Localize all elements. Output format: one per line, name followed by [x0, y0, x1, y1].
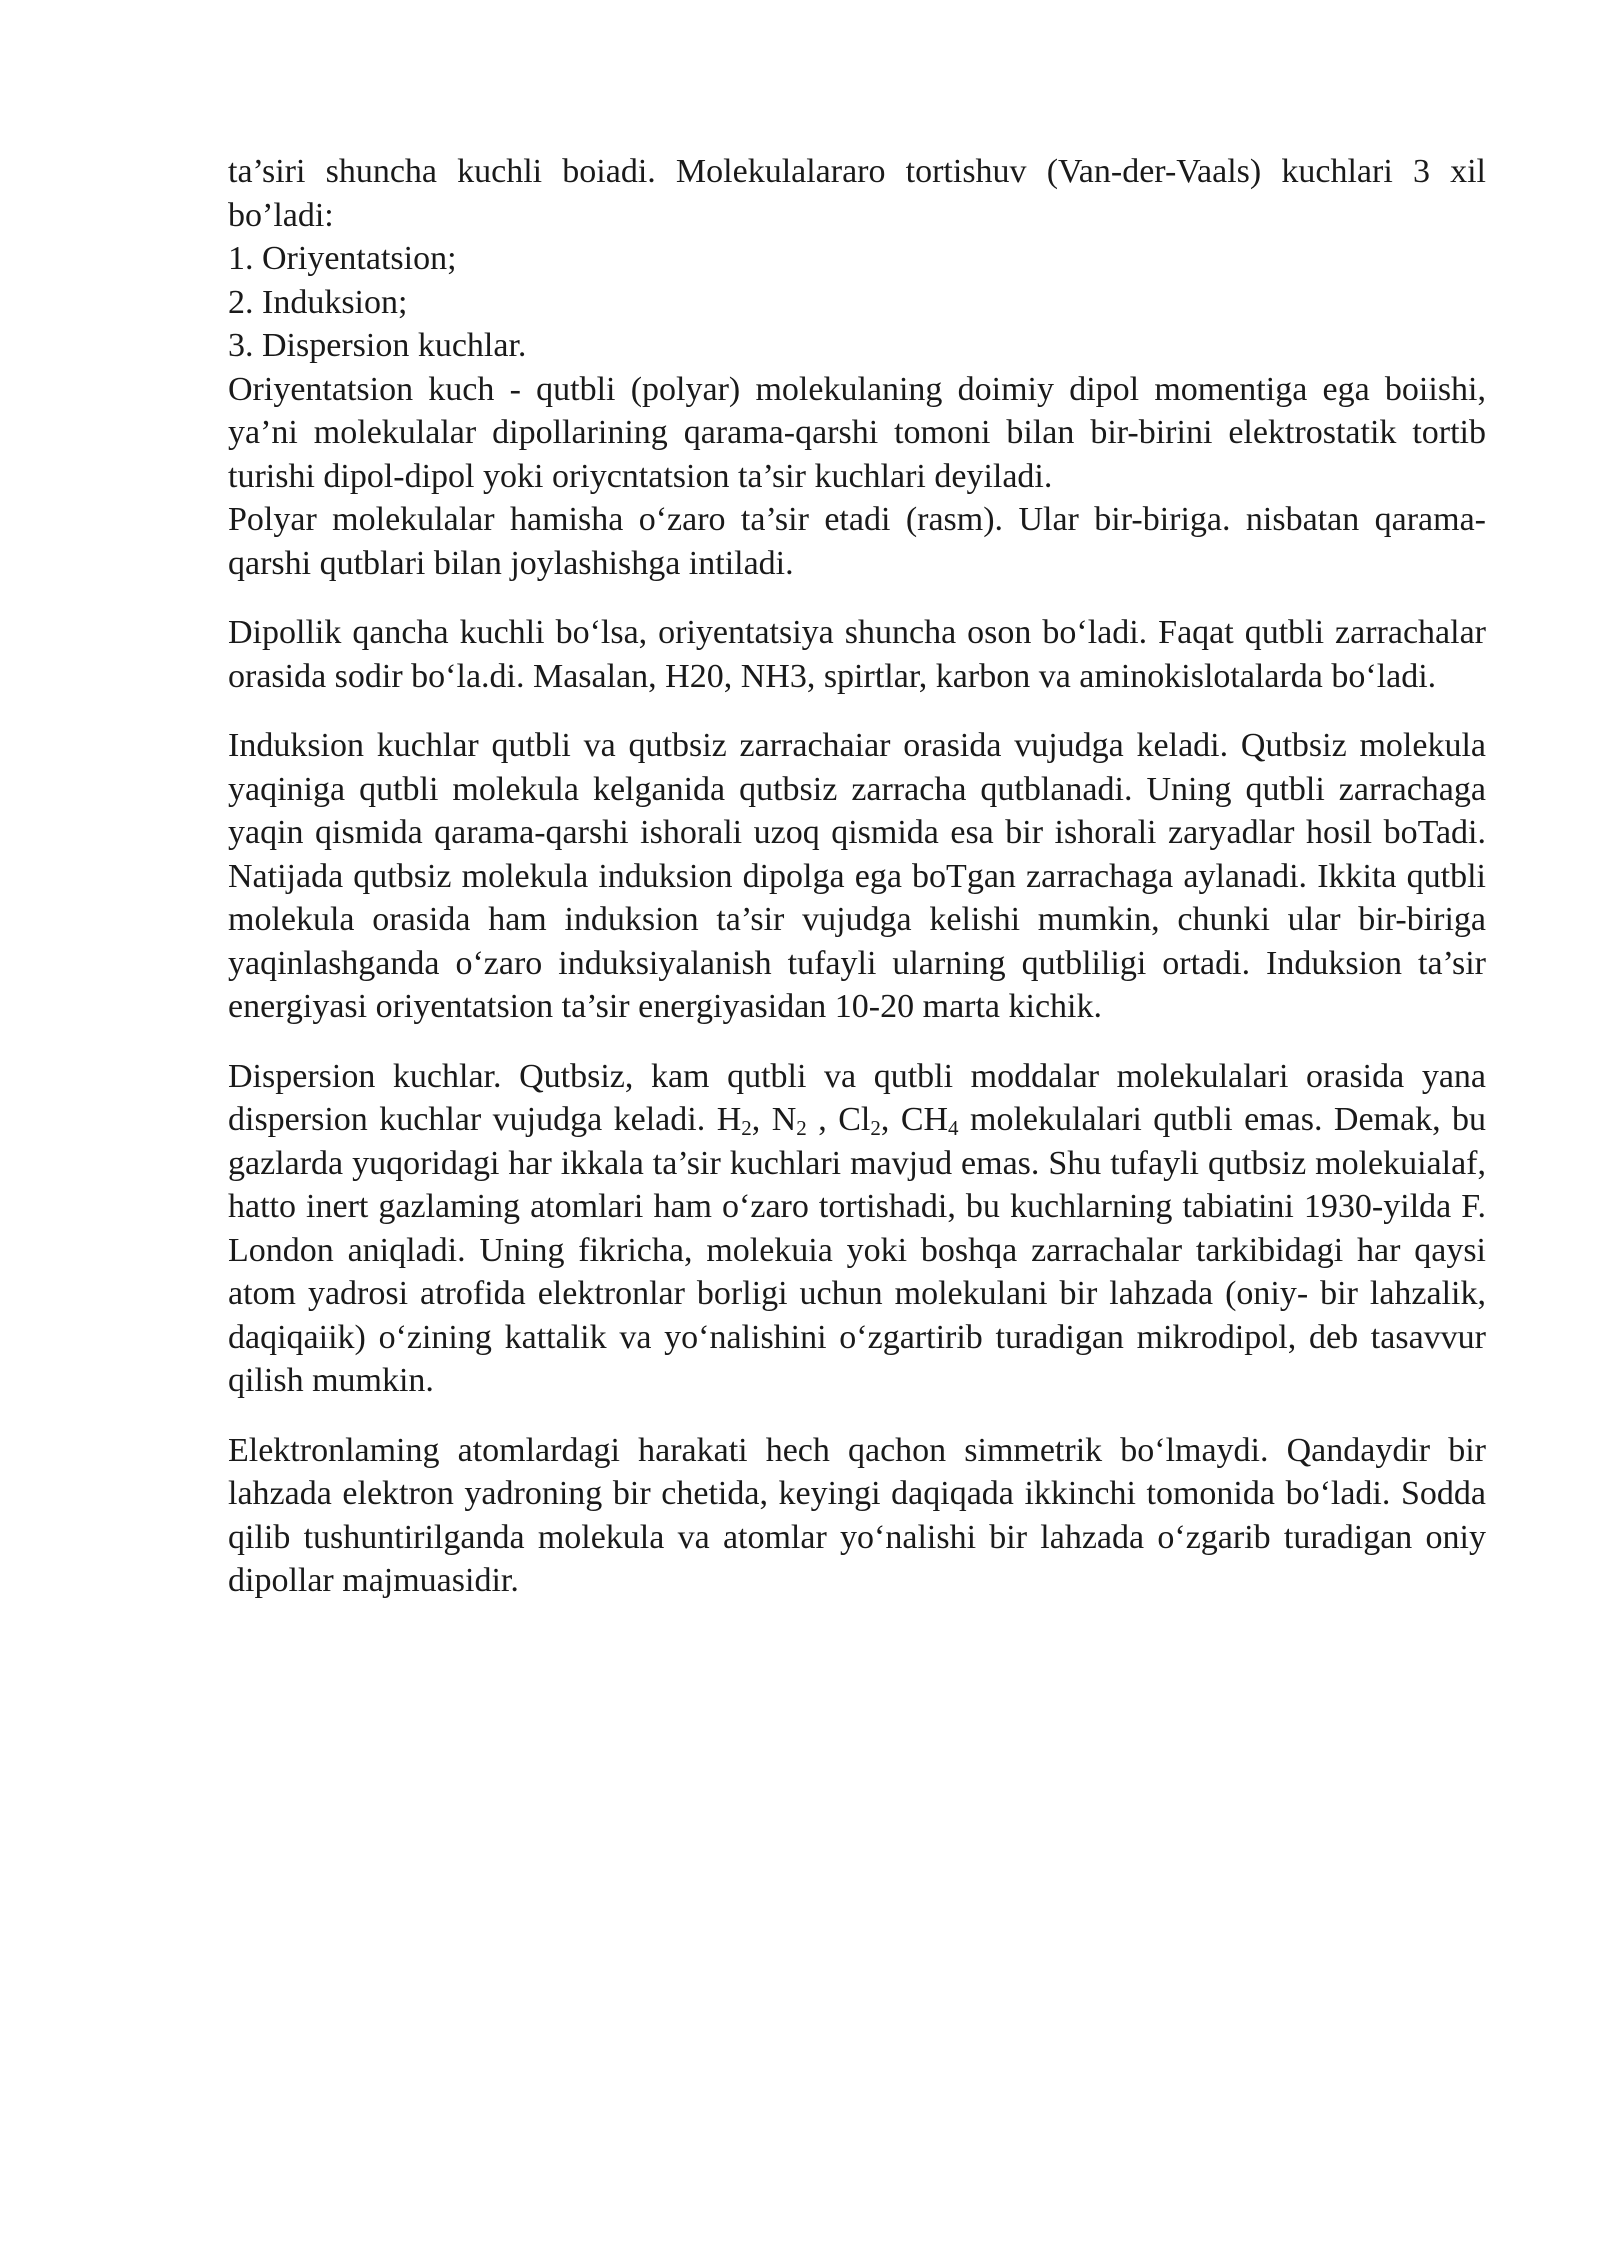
document-page	[228, 150, 1486, 1603]
formula-n2: $N_2$	[771, 1101, 807, 1140]
dispersion-lead: Dispersion kuchlar. Qutbsiz, kam qutbli va qutbli moddalar molekulalari orasida yana dispersion kuchlar vujudga keladi.	[228, 1057, 1486, 1138]
formula-h2: $H_2$	[716, 1101, 752, 1140]
dispersion-tail: molekulalari qutbli emas. Demak, bu gazlarda yuqoridagi har ikkala ta’sir kuchlari mavjud emas. Shu tufayli qutbsiz molekuialaf, hatto inert gazlaming atomlari ham o‘zaro tortishadi, bu kuchlarning tabiatini 1930-yilda F. London aniqladi. Uning fikricha, molekuia yoki boshqa zarrachalar tarkibidagi har qaysi atom yadrosi atrofida elektronlar borligi uchun molekulani bir lahzada (oniy- bir lahzalik, daqiqaiik) o‘zining kattalik va yo‘nalishini o‘zgartirib turadigan mikrodipol, deb tasavvur qilish mumkin.	[228, 1101, 1487, 1399]
dipole-paragraph: Dipollik qancha kuchli bo‘lsa, oriyentatsiya shuncha oson bo‘ladi. Faqat qutbli zarrachalar orasida sodir bo‘la.di. Masalan, H20, NH3, spirtlar, karbon va aminokislotalarda bo‘ladi.	[228, 614, 1486, 695]
list-item-orientation: 1. Oriyentatsion;	[228, 240, 457, 277]
formula-cl2: $Cl_2$	[838, 1101, 881, 1140]
polar-molecules-text: Polyar molekulalar hamisha o‘zaro ta’sir etadi (rasm). Ular bir-biriga. nisbatan qarama-qarshi qutblari bilan joylashishga intiladi.	[228, 501, 1486, 582]
list-item-induction: 2. Induksion;	[228, 283, 408, 321]
dispersion-paragraph: Dispersion kuchlar. Qutbsiz, kam qutbli va qutbli moddalar molekulalari orasida yana dispersion kuchlar vujudga keladi. $H_2$, $N_2$ , $Cl_2$, $CH_4$ molekulalari qutbli emas. Demak, bu gazlarda yuqoridagi har ikkala ta’sir kuchlari mavjud emas. Shu tufayli qutbsiz molekuialaf, hatto inert gazlaming atomlari ham o‘zaro tortishadi, bu kuchlarning tabiatini 1930-yilda F. London aniqladi. Uning fikricha, molekuia yoki boshqa zarrachalar tarkibidagi har qaysi atom yadrosi atrofida elektronlar borligi uchun molekulani bir lahzada (oniy- bir lahzalik, daqiqaiik) o‘zining kattalik va yo‘nalishini o‘zgartirib turadigan mikrodipol, deb tasavvur qilish mumkin.	[228, 1057, 1487, 1399]
formula-ch4: $CH_4$	[900, 1101, 959, 1140]
list-item-dispersion: 3. Dispersion kuchlar.	[228, 327, 527, 364]
electrons-paragraph: Elektronlaming atomlardagi harakati hech qachon simmetrik bo‘lmaydi. Qandaydir bir lahzada elektron yadroning bir chetida, keyingi daqiqada ikkinchi tomonida bo‘ladi. Sodda qilib tushuntirilganda molekula va atomlar yo‘nalishi bir lahzada o‘zgarib turadigan oniy dipollar majmuasidir.	[228, 1431, 1486, 1599]
orientation-definition: Oriyentatsion kuch - qutbli (polyar) molekulaning doimiy dipol momentiga ega boiishi, ya’ni molekulalar dipollarining qarama-qarshi tomoni bilan bir-birini elektrostatik tortib turishi dipol-dipol yoki oriycntatsion ta’sir kuchlari deyiladi.	[228, 370, 1486, 495]
induction-paragraph: Induksion kuchlar qutbli va qutbsiz zarrachaiar orasida vujudga keladi. Qutbsiz molekula yaqiniga qutbli molekula kelganida qutbsiz zarracha qutblanadi. Uning qutbli zarrachaga yaqin qismida qarama-qarshi ishorali uzoq qismida esa bir ishorali zaryadlar hosil boTadi. Natijada qutbsiz molekula induksion dipolga ega boTgan zarrachaga aylanadi. Ikkita qutbli molekula orasida ham induksion ta’sir vujudga kelishi mumkin, chunki ular bir-biriga yaqinlashganda o‘zaro induksiyalanish tufayli ularning qutbliligi ortadi. Induksion ta’sir energiyasi oriyentatsion ta’sir energiyasidan 10-20 marta kichik.	[228, 727, 1486, 1025]
intro-lead: ta’siri shuncha kuchli boiadi. Molekulalararo tortishuv (Van-der-Vaals) kuchlari 3 xil bo’ladi:	[228, 153, 1486, 234]
